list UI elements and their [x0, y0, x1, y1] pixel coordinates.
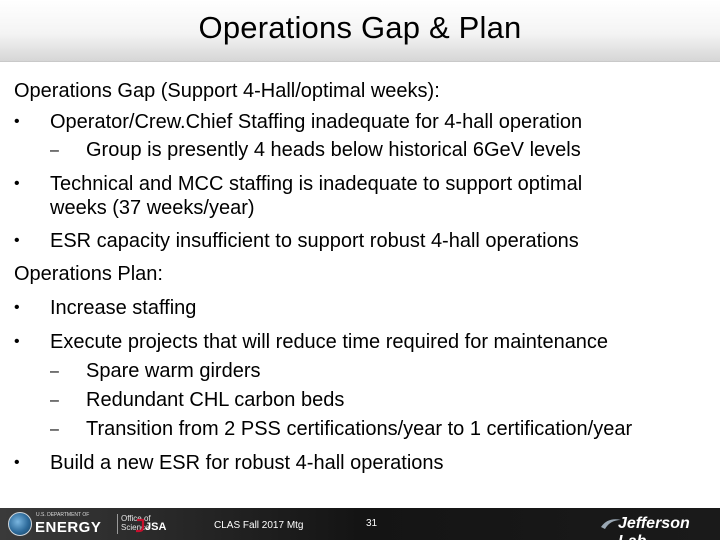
doe-office-line-2: Science [121, 523, 150, 532]
footer-event-label: CLAS Fall 2017 Mtg [214, 520, 304, 531]
bullet-icon: • [14, 175, 20, 192]
plan-bullet-2-sub-2 [50, 388, 704, 414]
bullet-text: Build a new ESR for robust 4-hall operations [50, 452, 444, 474]
title-bar [0, 0, 720, 62]
gap-bullet-2 [14, 172, 704, 222]
gap-heading-colon: : [434, 80, 440, 102]
bullet-icon: • [14, 299, 20, 316]
plan-bullet-1 [14, 296, 704, 322]
sub-bullet-text: Group is presently 4 heads below historical 6GeV levels [86, 139, 581, 161]
bullet-text: Increase staffing [50, 297, 197, 319]
jefferson-lab-logo-text: Jefferson Lab [618, 515, 690, 550]
gap-heading [14, 79, 440, 103]
bullet-text-line-1: Technical and MCC staffing is inadequate to support optimal [50, 173, 583, 195]
bullet-text: Execute projects that will reduce time required for maintenance [50, 331, 609, 353]
dash-icon: ‒ [50, 363, 59, 380]
plan-bullet-2-sub-3 [50, 417, 704, 443]
plan-bullet-2-sub-1 [50, 359, 704, 385]
plan-heading-colon: : [157, 263, 163, 285]
plan-bullet-3 [14, 451, 704, 477]
bullet-icon: • [14, 113, 20, 130]
bullet-icon: • [14, 333, 20, 350]
doe-office-line-1: Office of [121, 514, 151, 523]
plan-heading-text: Operations Plan [14, 263, 158, 285]
bullet-text-line-2: weeks (37 weeks/year) [50, 197, 255, 219]
gap-bullet-3 [14, 229, 704, 255]
slide-title: Operations Gap & Plan [198, 10, 522, 45]
gap-bullet-1-sub-1 [50, 138, 704, 164]
page-number: 31 [366, 518, 378, 529]
bullet-text: Operator/Crew.Chief Staffing inadequate for 4-hall operation [50, 111, 583, 133]
sub-bullet-text: Redundant CHL carbon beds [86, 389, 345, 411]
footer-bar [0, 508, 720, 550]
bullet-text: ESR capacity insufficient to support robust 4-hall operations [50, 230, 579, 252]
plan-bullet-2 [14, 330, 704, 356]
jsa-logo-icon [135, 516, 171, 534]
gap-heading-text: Operations Gap (Support 4-Hall/optimal weeks) [14, 80, 435, 102]
dash-icon: ‒ [50, 421, 59, 438]
jsa-logo-text: JSA [145, 521, 167, 533]
sub-bullet-text: Spare warm girders [86, 360, 261, 382]
bullet-icon: • [14, 454, 20, 471]
plan-heading [14, 262, 163, 286]
footer-divider [117, 514, 118, 534]
bullet-icon: • [14, 232, 20, 249]
doe-department-label: U.S. DEPARTMENT OF [36, 512, 90, 518]
doe-seal-icon [8, 512, 32, 536]
sub-bullet-text: Transition from 2 PSS certifications/year to 1 certification/year [86, 418, 633, 440]
dash-icon: ‒ [50, 392, 59, 409]
dash-icon: ‒ [50, 142, 59, 159]
doe-energy-label: ENERGY [35, 519, 102, 536]
